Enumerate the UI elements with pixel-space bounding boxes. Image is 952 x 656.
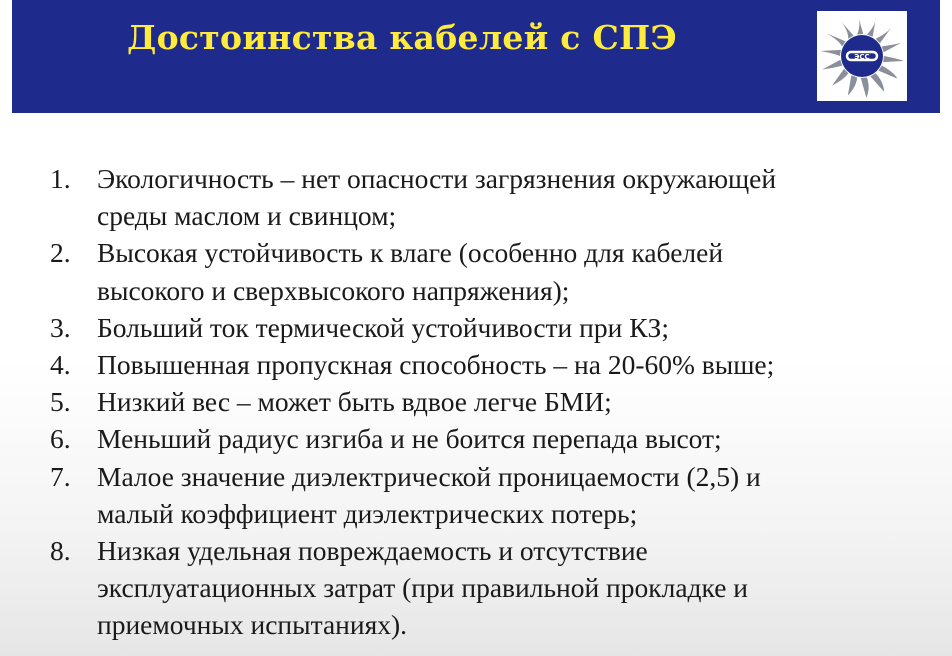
item-text: Экологичность – нет опасности загрязнения окружающей среды маслом и свинцом;	[97, 163, 777, 232]
logo-ray	[882, 42, 902, 52]
logo-ray	[883, 56, 904, 62]
item-text: Повышенная пропускная способность – на 20-60% выше;	[97, 349, 775, 381]
item-number: 1.	[50, 163, 71, 194]
item-number: 2.	[50, 237, 71, 269]
list-item	[50, 234, 940, 308]
item-number: 3.	[50, 311, 71, 343]
logo-ray	[820, 50, 841, 56]
logo-ray	[867, 16, 876, 36]
list-item	[50, 458, 940, 532]
logo-ray	[857, 14, 863, 34]
item-text: Больший ток термической устойчивости при КЗ;	[97, 311, 669, 343]
logo-ray	[822, 60, 842, 70]
item-number: 5.	[50, 386, 71, 418]
header-banner	[12, 0, 940, 113]
logo-ray	[840, 20, 854, 39]
item-text: Высокая устойчивость к влаге (особенно для кабелей высокого и сверхвысокого напряжения);	[97, 237, 724, 306]
item-text: Низкий вес – может быть вдвое легче БМИ;	[97, 386, 612, 418]
logo-ray	[878, 66, 897, 79]
logo-ray	[832, 69, 848, 86]
company-logo	[817, 11, 907, 101]
item-number: 7.	[50, 460, 71, 492]
item-number: 6.	[50, 423, 71, 455]
slide-title: Достоинства кабелей с СПЭ	[126, 18, 678, 57]
list-item	[50, 420, 940, 457]
item-number: 4.	[50, 349, 71, 381]
item-text: Малое значение диэлектрической проницаемости (2,5) и малый коэффициент диэлектрических потерь;	[97, 460, 761, 529]
list-item	[50, 383, 940, 420]
item-text: Меньший радиус изгиба и не боится перепада высот;	[97, 423, 722, 455]
fsk-ees-logo-icon	[817, 11, 907, 101]
list-item	[50, 309, 940, 346]
logo-ray	[876, 27, 892, 44]
logo-ray	[848, 75, 857, 95]
logo-ray	[827, 33, 846, 46]
advantages-list	[50, 160, 940, 644]
list-item	[50, 532, 940, 644]
item-number: 8.	[50, 535, 71, 567]
list-item	[50, 160, 940, 234]
logo-letters: ЭСС	[854, 53, 870, 61]
logo-ray	[861, 77, 869, 97]
logo-ray	[870, 73, 884, 92]
list-item	[50, 346, 940, 383]
item-text: Низкая удельная повреждаемость и отсутствие эксплуатационных затрат (при правильной прокладке и приемочных испытаниях).	[97, 535, 749, 641]
